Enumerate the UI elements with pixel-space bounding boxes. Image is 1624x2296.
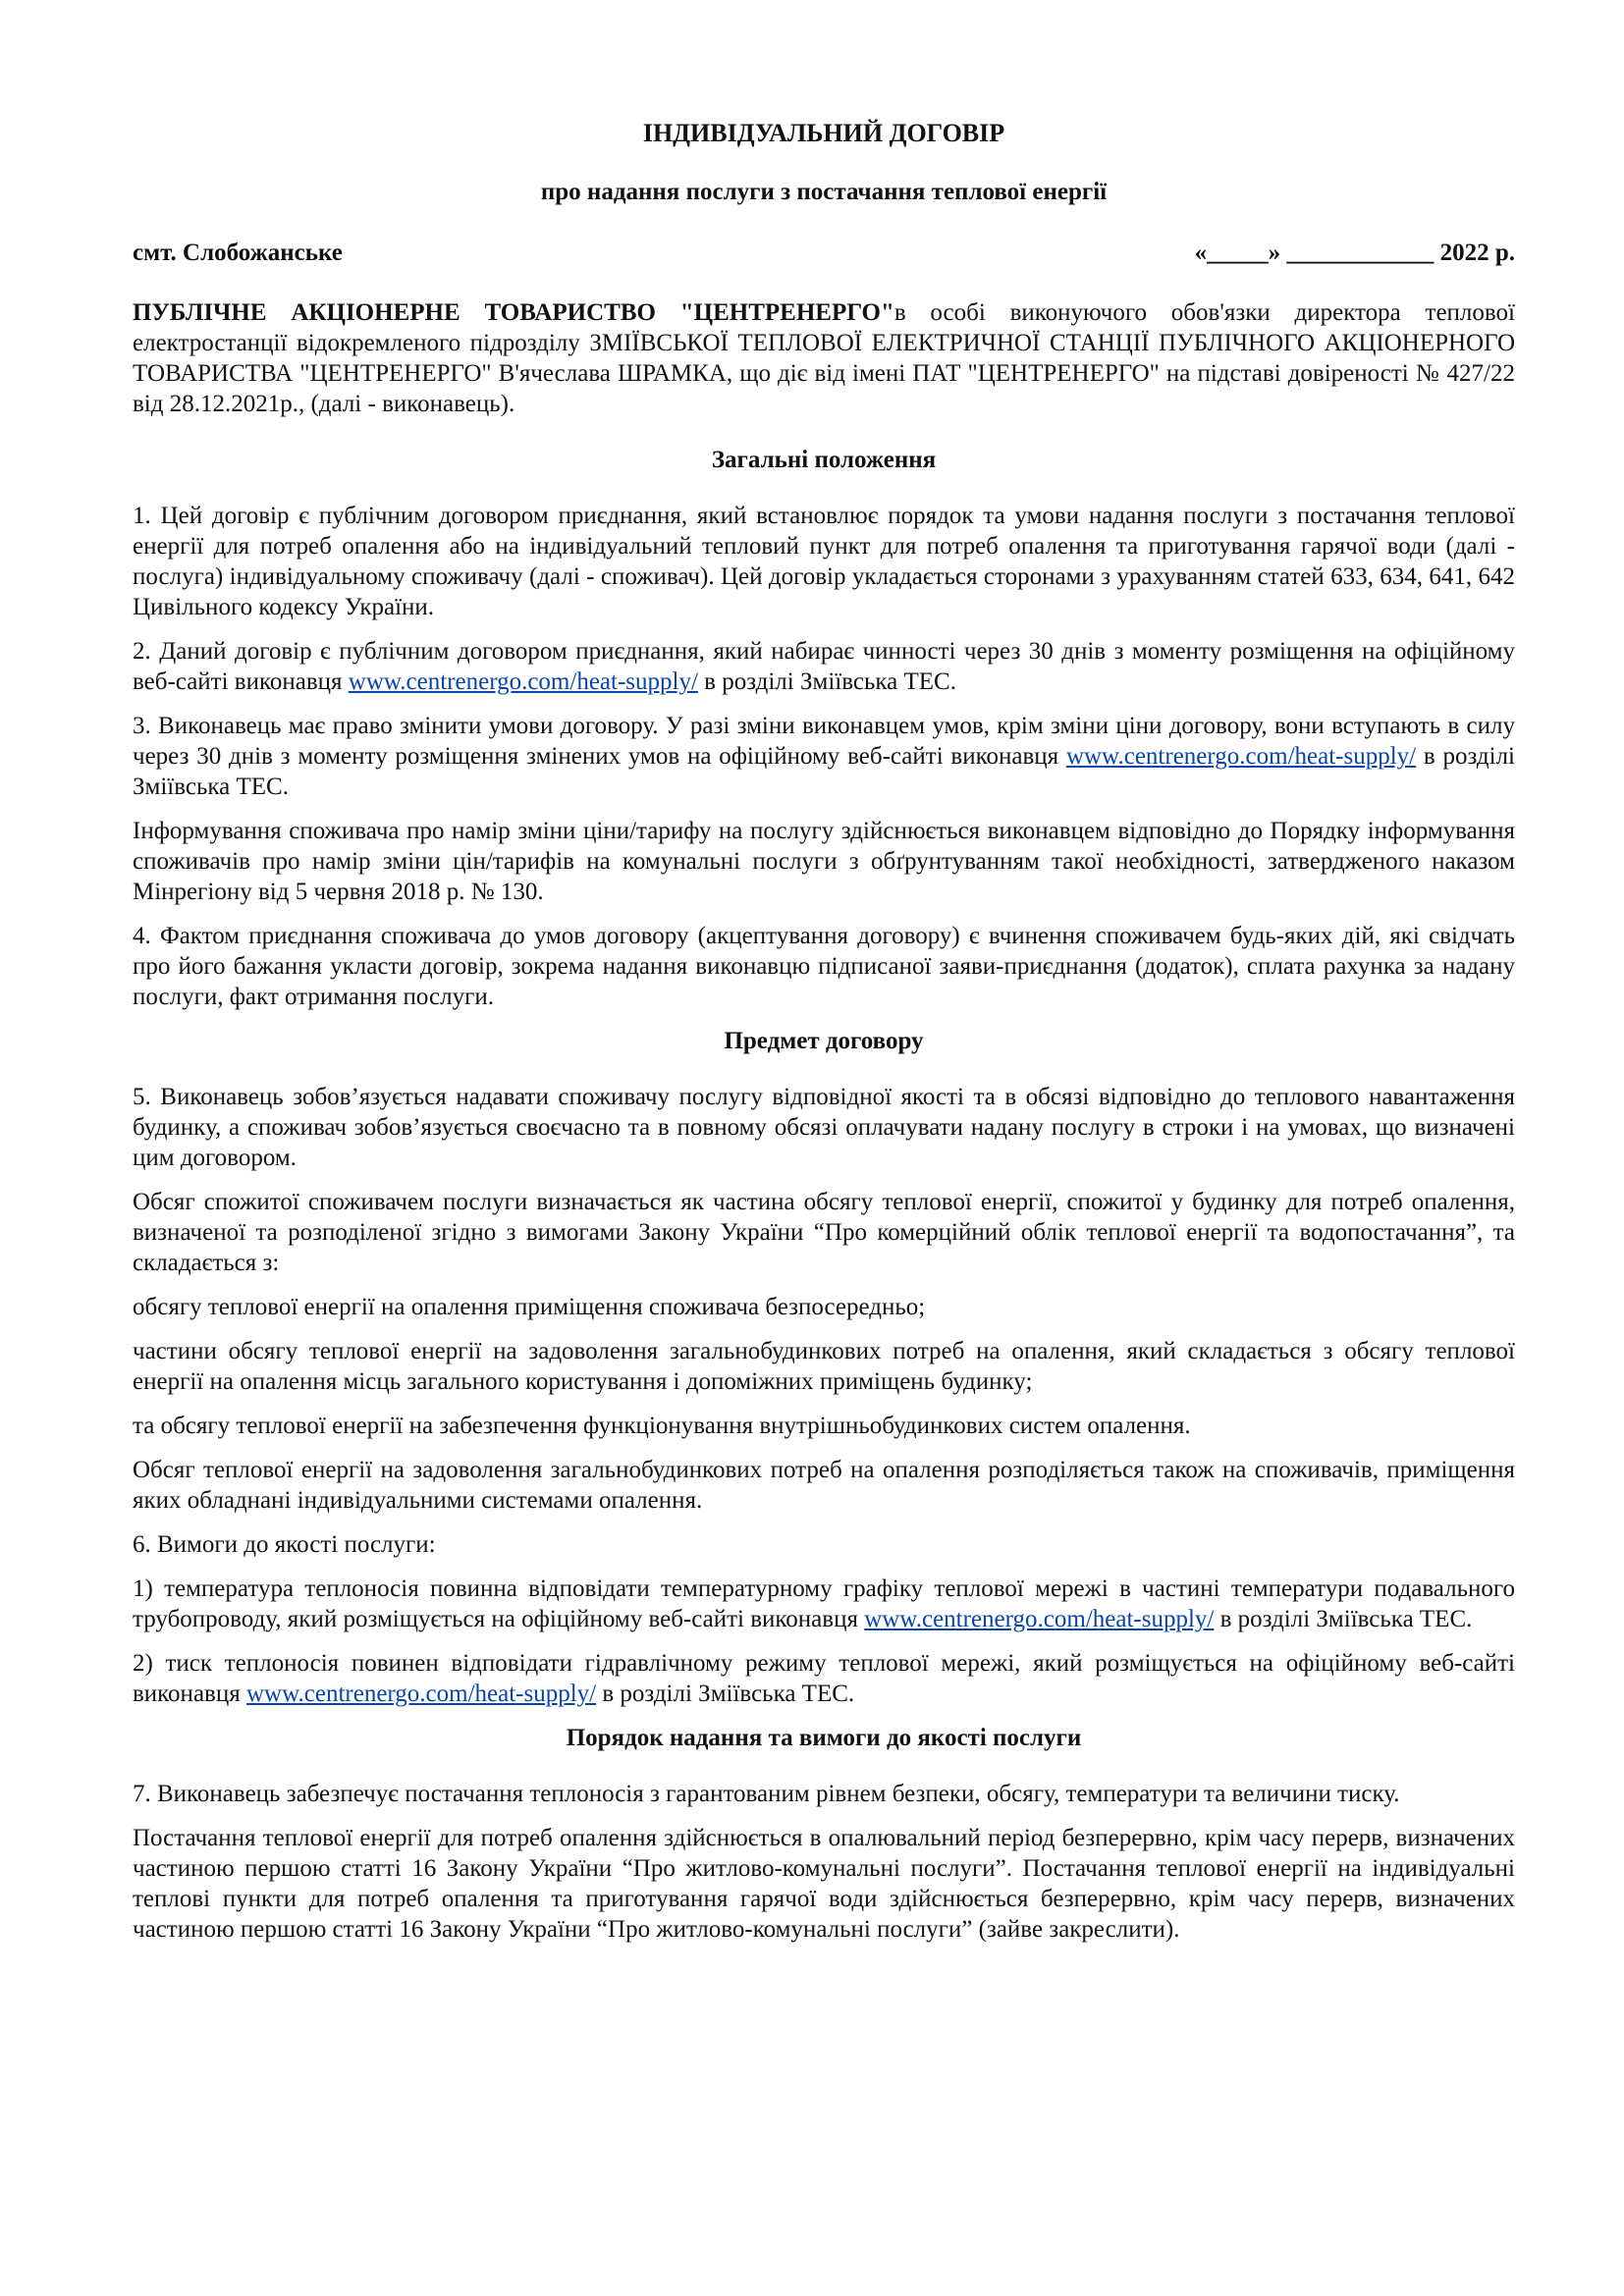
section-heading-procedure: Порядок надання та вимоги до якості послуги — [566, 1725, 1082, 1751]
volume-item-3: та обсягу теплової енергії на забезпечення функціонування внутрішньобудинкових систем опалення. — [133, 1413, 1191, 1439]
company-name: ПУБЛІЧНЕ АКЦІОНЕРНЕ ТОВАРИСТВО "ЦЕНТРЕНЕРГО" — [133, 299, 894, 326]
clause-7: 7. Виконавець забезпечує постачання теплоносія з гарантованим рівнем безпеки, обсягу, температури та величини тиску. — [133, 1781, 1400, 1807]
clause-6: 6. Вимоги до якості послуги: — [133, 1531, 436, 1558]
volume-paragraph: Обсяг спожитої споживачем послуги визначається як частина обсягу теплової енергії, спожитої у будинку для потреб опалення, визначеної та розподіленої згідно з вимогами Закону України “Про комерційний облік теплової енергії та водопостачання”, та складається з: — [133, 1189, 1515, 1276]
section-heading-subject: Предмет договору — [724, 1028, 924, 1054]
heat-supply-link[interactable]: www.centrenergo.com/heat-supply/ — [1065, 743, 1417, 770]
clause-3 — [133, 711, 1515, 802]
contract-date: «_____» ____________ 2022 р. — [1194, 240, 1515, 266]
quality-item-2 — [133, 1648, 1515, 1709]
distribution-paragraph: Обсяг теплової енергії на задоволення загальнобудинкових потреб на опалення розподіляється також на споживачів, приміщення яких обладнані індивідуальними системами опалення. — [133, 1457, 1515, 1514]
supply-paragraph: Постачання теплової енергії для потреб опалення здійснюється в опалювальний період безперервно, крім часу перерв, визначених частиною першою статті 16 Закону України “Про житлово-комунальні послуги”. Постачання теплової енергії на індивідуальні теплові пункти для потреб опалення та приготування гарячої води здійснюється безперервно, крім часу перерв, визначених частиною першою статті 16 Закону України “Про житлово-комунальні послуги” (зайве закреслити). — [133, 1825, 1515, 1943]
section-heading-general: Загальні положення — [711, 447, 937, 473]
clause-4: 4. Фактом приєднання споживача до умов договору (акцептування договору) є вчинення споживачем будь-яких дій, які свідчать про його бажання укласти договір, зокрема надання виконавцю підписаної заяви-приєднання (додаток), сплата рахунка за надану послуги, факт отримання послуги. — [133, 923, 1515, 1010]
heat-supply-link[interactable]: www.centrenergo.com/heat-supply/ — [348, 668, 698, 695]
intro-text: в особі виконуючого обов'язки директора теплової електростанції відокремленого підрозділу ЗМІЇВСЬКОЇ ТЕПЛОВОЇ ЕЛЕКТРИЧНОЇ СТАНЦІЇ ПУБЛІЧНОГО АКЦІОНЕРНОГО ТОВАРИСТВА "ЦЕНТРЕНЕРГО" В'ячеслава ШРАМКА, що діє від імені ПАТ "ЦЕНТРЕНЕРГО" на підставі довіреності № 427/22 від 28.12.2021р., (далі - виконавець). — [133, 299, 1515, 417]
contract-body — [133, 297, 1515, 1958]
volume-item-1: обсягу теплової енергії на опалення приміщення споживача безпосередньо; — [133, 1294, 926, 1320]
tariff-info-paragraph: Інформування споживача про намір зміни ціни/тарифу на послугу здійснюється виконавцем відповідно до Порядку інформування споживачів про намір зміни цін/тарифів на комунальні послуги з обґрунтуванням такої необхідності, затвердженого наказом Мінрегіону від 5 червня 2018 р. № 130. — [133, 818, 1515, 905]
quality-item-1 — [133, 1574, 1515, 1634]
clause-3-text: 3. Виконавець має право змінити умови договору. У разі зміни виконавцем умов, крім зміни ціни договору, вони вступають в силу через 30 днів з моменту розміщення змінених умов на офіційному веб-сайті виконавця — [133, 713, 1515, 770]
clause-5: 5. Виконавець зобов’язується надавати споживачу послугу відповідної якості та в обсязі відповідно до теплового навантаження будинку, а споживач зобов’язується своєчасно та в повному обсязі оплачувати надану послугу в строки і на умовах, що визначені цим договором. — [133, 1084, 1515, 1171]
clause-1: 1. Цей договір є публічним договором приєднання, який встановлює порядок та умови надання послуги з постачання теплової енергії для потреб опалення або на індивідуальний тепловий пункт для потреб опалення та приготування гарячої води (далі - послуга) індивідуальному споживачу (далі - споживач). Цей договір укладається сторонами з урахуванням статей 633, 634, 641, 642 Цивільного кодексу України. — [133, 503, 1515, 620]
document-subtitle: про надання послуги з постачання теплової енергії — [540, 179, 1108, 205]
quality-item-1-tail: в розділі Зміївська ТЕС. — [1214, 1606, 1473, 1632]
clause-2-text: 2. Даний договір є публічним договором приєднання, який набирає чинності через 30 днів з моменту розміщення на офіційному веб-сайті виконавця — [133, 638, 1515, 695]
contract-place: смт. Слобожанське — [133, 240, 343, 266]
document-title: ІНДИВІДУАЛЬНИЙ ДОГОВІР — [642, 119, 1005, 147]
intro-paragraph — [133, 297, 1515, 419]
quality-item-2-tail: в розділі Зміївська ТЕС. — [596, 1681, 855, 1707]
clause-2 — [133, 636, 1515, 697]
heat-supply-link[interactable]: www.centrenergo.com/heat-supply/ — [864, 1606, 1215, 1632]
clause-3-tail: в розділі Зміївська ТЕС. — [133, 743, 1515, 800]
quality-item-1-text: 1) температура теплоносія повинна відповідати температурному графіку теплової мережі в частині температури подавального трубопроводу, який розміщується на офіційному веб-сайті виконавця — [133, 1575, 1515, 1632]
quality-item-2-text: 2) тиск теплоносія повинен відповідати гідравлічному режиму теплової мережі, який розміщується на офіційному веб-сайті виконавця — [133, 1650, 1515, 1707]
heat-supply-link[interactable]: www.centrenergo.com/heat-supply/ — [245, 1681, 597, 1707]
volume-item-2: частини обсягу теплової енергії на задоволення загальнобудинкових потреб на опалення, який складається з обсягу теплової енергії на опалення місць загального користування і допоміжних приміщень будинку; — [133, 1338, 1515, 1395]
clause-2-tail: в розділі Зміївська ТЕС. — [697, 668, 956, 695]
